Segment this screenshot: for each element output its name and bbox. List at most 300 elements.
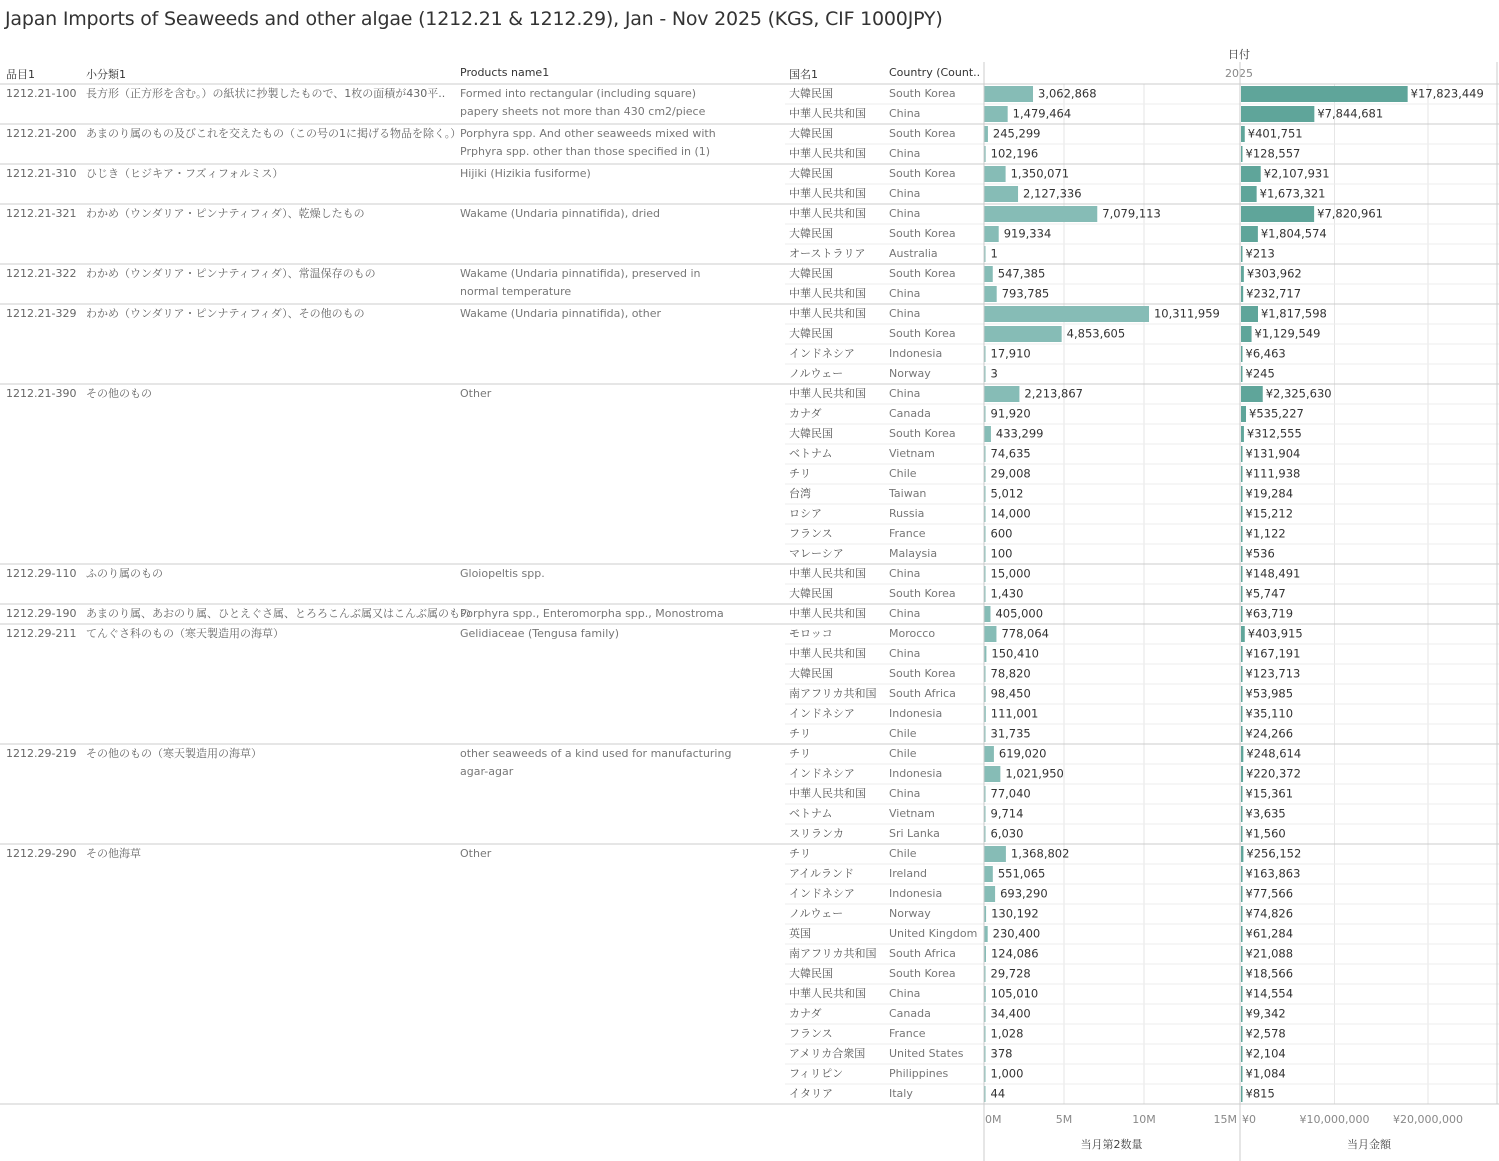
country-en: Indonesia — [889, 347, 943, 360]
country-jp: カナダ — [789, 1007, 822, 1020]
amt-bar — [1241, 966, 1243, 982]
amt-bar — [1241, 506, 1243, 522]
country-en: South Korea — [889, 167, 956, 180]
group-subcategory: その他海草 — [86, 847, 141, 860]
country-jp: ベトナム — [789, 447, 833, 460]
group-code: 1212.21-322 — [6, 267, 77, 280]
amt-bar — [1241, 766, 1243, 782]
country-jp: チリ — [789, 467, 811, 480]
header-product-name[interactable]: Products name1 — [460, 66, 550, 79]
country-jp: 中華人民共和国 — [789, 607, 866, 620]
amt-label: ¥74,826 — [1245, 906, 1294, 921]
country-en: Vietnam — [889, 447, 935, 460]
amt-label: ¥220,372 — [1246, 766, 1301, 781]
country-en: Indonesia — [889, 887, 943, 900]
amt-bar — [1241, 366, 1243, 382]
amt-label: ¥815 — [1245, 1086, 1275, 1101]
country-jp: ロシア — [789, 507, 822, 520]
group-product-name: Other — [460, 387, 492, 400]
amt-bar — [1241, 1046, 1243, 1062]
country-en: China — [889, 187, 921, 200]
country-en: South Africa — [889, 947, 956, 960]
amt-label: ¥2,578 — [1245, 1026, 1286, 1041]
country-jp: 中華人民共和国 — [789, 987, 866, 1000]
country-jp: 中華人民共和国 — [789, 207, 866, 220]
header-code[interactable]: 品目1 — [6, 68, 35, 81]
qty-label: 150,410 — [991, 646, 1039, 661]
qty-bar — [984, 166, 1006, 182]
country-jp: チリ — [789, 847, 811, 860]
qty-label: 1,479,464 — [1012, 106, 1072, 121]
amt-bar — [1241, 466, 1243, 482]
amt-axis-tick: ¥20,000,000 — [1393, 1113, 1463, 1126]
header-subcategory[interactable]: 小分類1 — [86, 68, 126, 81]
country-en: Indonesia — [889, 707, 943, 720]
country-jp: アメリカ合衆国 — [789, 1047, 866, 1060]
group-product-name: Formed into rectangular (including square) — [460, 87, 697, 100]
amt-label: ¥1,804,574 — [1260, 226, 1327, 241]
group-code: 1212.21-100 — [6, 87, 77, 100]
country-jp: フィリピン — [789, 1067, 844, 1080]
country-jp: 大韓民国 — [789, 87, 833, 100]
group-product-name: papery sheets not more than 430 cm2/piece — [460, 105, 706, 118]
amt-label: ¥1,084 — [1245, 1066, 1286, 1081]
country-jp: マレーシア — [789, 547, 844, 560]
qty-label: 44 — [990, 1086, 1006, 1101]
amt-label: ¥1,673,321 — [1259, 186, 1326, 201]
amt-label: ¥17,823,449 — [1410, 86, 1484, 101]
group-subcategory: その他のもの — [86, 387, 152, 400]
qty-label: 3 — [990, 366, 998, 381]
qty-label: 6,030 — [990, 826, 1024, 841]
amt-label: ¥1,817,598 — [1260, 306, 1327, 321]
country-en: Canada — [889, 407, 931, 420]
group-code: 1212.21-310 — [6, 167, 77, 180]
group-product-name: Porphyra spp. And other seaweeds mixed with — [460, 127, 716, 140]
qty-label: 111,001 — [990, 706, 1039, 721]
qty-bar — [984, 866, 993, 882]
qty-label: 600 — [990, 526, 1013, 541]
qty-label: 124,086 — [990, 946, 1039, 961]
country-jp: 大韓民国 — [789, 327, 833, 340]
amt-bar — [1241, 326, 1252, 342]
qty-bar — [984, 106, 1008, 122]
country-jp: 中華人民共和国 — [789, 787, 866, 800]
country-en: China — [889, 787, 921, 800]
qty-bar — [984, 386, 1019, 402]
group-product-name: Wakame (Undaria pinnatifida), other — [460, 307, 661, 320]
qty-label: 433,299 — [995, 426, 1044, 441]
group-product-name: Gloiopeltis spp. — [460, 567, 545, 580]
qty-bar — [984, 126, 988, 142]
amt-axis-tick: ¥0 — [1242, 1113, 1256, 1126]
country-en: Taiwan — [889, 487, 927, 500]
country-en: China — [889, 647, 921, 660]
amt-label: ¥403,915 — [1247, 626, 1303, 641]
qty-bar — [984, 286, 997, 302]
qty-label: 1,368,802 — [1010, 846, 1070, 861]
qty-label: 1,028 — [990, 1026, 1024, 1041]
country-en: Sri Lanka — [889, 827, 940, 840]
amt-label: ¥35,110 — [1245, 706, 1294, 721]
qty-label: 91,920 — [990, 406, 1031, 421]
country-en: South Korea — [889, 667, 956, 680]
amt-bar — [1241, 586, 1243, 602]
qty-bar — [984, 186, 1018, 202]
country-jp: 大韓民国 — [789, 267, 833, 280]
qty-label: 10,311,959 — [1153, 306, 1220, 321]
country-en: South Korea — [889, 327, 956, 340]
group-subcategory: 長方形（正方形を含む。）の紙状に抄製したもので、1枚の面積が430平.. — [86, 87, 446, 100]
amt-bar — [1241, 446, 1243, 462]
group-code: 1212.21-321 — [6, 207, 77, 220]
country-jp: スリランカ — [789, 827, 844, 840]
qty-bar — [984, 86, 1033, 102]
amt-label: ¥312,555 — [1246, 426, 1302, 441]
country-en: China — [889, 607, 921, 620]
country-jp: 中華人民共和国 — [789, 187, 866, 200]
qty-label: 5,012 — [990, 486, 1024, 501]
qty-bar — [984, 266, 993, 282]
country-en: China — [889, 287, 921, 300]
qty-axis-tick: 10M — [1132, 1113, 1156, 1126]
amt-bar — [1241, 286, 1243, 302]
amt-bar — [1241, 706, 1243, 722]
country-jp: 中華人民共和国 — [789, 647, 866, 660]
group-product-name: Wakame (Undaria pinnatifida), dried — [460, 207, 661, 220]
amt-bar — [1241, 206, 1314, 222]
country-en: South Korea — [889, 587, 956, 600]
amt-bar — [1241, 246, 1243, 262]
group-subcategory: わかめ（ウンダリア・ピンナティフィダ）、乾燥したもの — [86, 207, 365, 220]
qty-label: 9,714 — [990, 806, 1024, 821]
amt-label: ¥401,751 — [1247, 126, 1303, 141]
country-jp: 大韓民国 — [789, 167, 833, 180]
page-title: Japan Imports of Seaweeds and other algae (1212.21 & 1212.29), Jan - Nov 2025 (KGS, CIF 1000JPY) — [5, 8, 943, 30]
country-jp: 中華人民共和国 — [789, 387, 866, 400]
country-en: Philippines — [889, 1067, 949, 1080]
qty-label: 619,020 — [998, 746, 1047, 761]
qty-label: 551,065 — [997, 866, 1046, 881]
country-en: South Korea — [889, 227, 956, 240]
amt-label: ¥535,227 — [1249, 406, 1304, 421]
header-year: 2025 — [1225, 67, 1253, 80]
group-subcategory: ふのり属のもの — [86, 567, 163, 580]
amt-label: ¥163,863 — [1245, 866, 1301, 881]
group-product-name: Wakame (Undaria pinnatifida), preserved in — [460, 267, 701, 280]
country-en: Chile — [889, 727, 917, 740]
qty-label: 1 — [990, 246, 998, 261]
amt-bar — [1241, 1086, 1243, 1102]
amt-bar — [1241, 266, 1244, 282]
qty-bar — [984, 766, 1000, 782]
amt-bar — [1241, 346, 1243, 362]
country-en: China — [889, 107, 921, 120]
group-product-name: agar-agar — [460, 765, 514, 778]
amt-label: ¥7,820,961 — [1317, 206, 1383, 221]
qty-bar — [984, 846, 1006, 862]
amt-label: ¥111,938 — [1245, 466, 1301, 481]
group-product-name: Prphyra spp. other than those specified in (1) — [460, 145, 711, 158]
group-code: 1212.29-290 — [6, 847, 77, 860]
qty-axis-tick: 15M — [1213, 1113, 1237, 1126]
amt-label: ¥63,719 — [1245, 606, 1294, 621]
amt-bar — [1241, 886, 1243, 902]
amt-label: ¥24,266 — [1245, 726, 1294, 741]
amt-label: ¥248,614 — [1246, 746, 1302, 761]
group-subcategory: あまのり属のもの及びこれを交えたもの（この号の1に掲げる物品を除く。） — [86, 127, 462, 140]
amt-label: ¥256,152 — [1246, 846, 1302, 861]
qty-label: 405,000 — [995, 606, 1044, 621]
amt-bar — [1241, 826, 1243, 842]
qty-bar — [984, 206, 1097, 222]
amt-bar — [1241, 726, 1243, 742]
country-en: China — [889, 567, 921, 580]
amt-label: ¥77,566 — [1245, 886, 1294, 901]
qty-label: 378 — [990, 1046, 1013, 1061]
country-jp: アイルランド — [789, 867, 855, 880]
country-jp: インドネシア — [789, 347, 855, 360]
country-en: China — [889, 987, 921, 1000]
country-en: South Africa — [889, 687, 956, 700]
amt-label: ¥5,747 — [1245, 586, 1286, 601]
amt-label: ¥1,560 — [1245, 826, 1286, 841]
amt-bar — [1241, 666, 1243, 682]
amt-bar — [1241, 606, 1243, 622]
country-en: South Korea — [889, 267, 956, 280]
amt-bar — [1241, 1066, 1243, 1082]
country-jp: 中華人民共和国 — [789, 307, 866, 320]
group-subcategory: てんぐさ科のもの（寒天製造用の海草） — [86, 627, 284, 640]
amt-label: ¥536 — [1245, 546, 1275, 561]
group-code: 1212.21-390 — [6, 387, 77, 400]
amt-bar — [1241, 166, 1261, 182]
qty-label: 14,000 — [990, 506, 1031, 521]
group-product-name: Other — [460, 847, 492, 860]
group-subcategory: わかめ（ウンダリア・ピンナティフィダ）、その他のもの — [86, 307, 365, 320]
amt-label: ¥53,985 — [1245, 686, 1294, 701]
group-subcategory: その他のもの（寒天製造用の海草） — [86, 747, 262, 760]
amt-bar — [1241, 566, 1243, 582]
group-code: 1212.21-200 — [6, 127, 77, 140]
amt-axis-title: 当月金額 — [1347, 1138, 1391, 1151]
country-jp: 南アフリカ共和国 — [789, 687, 877, 700]
amt-bar — [1241, 306, 1258, 322]
amt-label: ¥148,491 — [1245, 566, 1301, 581]
qty-label: 31,735 — [990, 726, 1031, 741]
country-en: Chile — [889, 847, 917, 860]
qty-bar — [984, 886, 995, 902]
qty-bar — [984, 226, 999, 242]
country-en: South Korea — [889, 427, 956, 440]
qty-label: 100 — [990, 546, 1013, 561]
amt-bar — [1241, 946, 1243, 962]
qty-label: 4,853,605 — [1066, 326, 1126, 341]
amt-label: ¥131,904 — [1245, 446, 1301, 461]
country-jp: ノルウェー — [789, 367, 844, 380]
country-en: Italy — [889, 1087, 913, 1100]
amt-bar — [1241, 146, 1243, 162]
group-product-name: other seaweeds of a kind used for manufacturing — [460, 747, 732, 760]
amt-bar — [1241, 186, 1257, 202]
country-en: France — [889, 1027, 926, 1040]
qty-label: 2,213,867 — [1024, 386, 1083, 401]
country-jp: インドネシア — [789, 707, 855, 720]
qty-label: 1,430 — [990, 586, 1024, 601]
qty-label: 2,127,336 — [1023, 186, 1082, 201]
country-jp: 中華人民共和国 — [789, 567, 866, 580]
qty-label: 245,299 — [992, 126, 1041, 141]
amt-bar — [1241, 226, 1258, 242]
country-en: Norway — [889, 907, 931, 920]
header-date: 日付 — [1228, 48, 1250, 61]
qty-axis-tick: 5M — [1055, 1113, 1073, 1126]
qty-label: 29,728 — [990, 966, 1031, 981]
country-en: South Korea — [889, 87, 956, 100]
amt-label: ¥2,107,931 — [1263, 166, 1330, 181]
country-en: Chile — [889, 747, 917, 760]
amt-bar — [1241, 1006, 1243, 1022]
amt-label: ¥18,566 — [1245, 966, 1294, 981]
country-en: Russia — [889, 507, 925, 520]
qty-label: 29,008 — [990, 466, 1031, 481]
group-subcategory: わかめ（ウンダリア・ピンナティフィダ）、常温保存のもの — [86, 267, 376, 280]
country-en: Indonesia — [889, 767, 943, 780]
group-code: 1212.29-190 — [6, 607, 77, 620]
amt-label: ¥232,717 — [1246, 286, 1302, 301]
amt-label: ¥2,325,630 — [1265, 386, 1332, 401]
country-jp: インドネシア — [789, 767, 855, 780]
amt-bar — [1241, 546, 1243, 562]
country-en: Norway — [889, 367, 931, 380]
amt-bar — [1241, 86, 1408, 102]
amt-bar — [1241, 426, 1244, 442]
country-jp: オーストラリア — [789, 247, 866, 260]
country-en: United States — [889, 1047, 964, 1060]
amt-label: ¥7,844,681 — [1317, 106, 1384, 121]
qty-label: 1,350,071 — [1010, 166, 1070, 181]
country-jp: カナダ — [789, 407, 822, 420]
amt-bar — [1241, 746, 1243, 762]
qty-label: 547,385 — [997, 266, 1046, 281]
country-jp: 中華人民共和国 — [789, 147, 866, 160]
header-country-jp[interactable]: 国名1 — [789, 68, 818, 81]
amt-bar — [1241, 1026, 1243, 1042]
amt-label: ¥15,212 — [1245, 506, 1294, 521]
country-jp: ベトナム — [789, 807, 833, 820]
amt-bar — [1241, 646, 1243, 662]
country-jp: フランス — [789, 1027, 833, 1040]
country-jp: チリ — [789, 727, 811, 740]
amt-label: ¥303,962 — [1246, 266, 1302, 281]
country-jp: イタリア — [789, 1087, 833, 1100]
country-jp: インドネシア — [789, 887, 855, 900]
qty-label: 1,021,950 — [1005, 766, 1064, 781]
qty-label: 77,040 — [990, 786, 1031, 801]
country-jp: 大韓民国 — [789, 587, 833, 600]
country-jp: 南アフリカ共和国 — [789, 947, 877, 960]
qty-bar — [984, 626, 996, 642]
country-en: China — [889, 147, 921, 160]
amt-bar — [1241, 126, 1245, 142]
country-jp: 大韓民国 — [789, 967, 833, 980]
country-jp: 台湾 — [789, 487, 811, 500]
amt-bar — [1241, 986, 1243, 1002]
amt-label: ¥167,191 — [1245, 646, 1301, 661]
amt-label: ¥3,635 — [1245, 806, 1286, 821]
group-code: 1212.29-219 — [6, 747, 77, 760]
group-product-name: Hijiki (Hizikia fusiforme) — [460, 167, 591, 180]
header-country-en[interactable]: Country (Count.. — [889, 66, 981, 79]
country-en: United Kingdom — [889, 927, 978, 940]
amt-label: ¥123,713 — [1245, 666, 1301, 681]
amt-bar — [1241, 846, 1243, 862]
country-en: South Korea — [889, 967, 956, 980]
amt-label: ¥21,088 — [1245, 946, 1294, 961]
qty-bar — [984, 926, 988, 942]
qty-label: 78,820 — [990, 666, 1031, 681]
country-jp: ノルウェー — [789, 907, 844, 920]
qty-label: 230,400 — [992, 926, 1041, 941]
group-code: 1212.29-211 — [6, 627, 77, 640]
group-product-name: normal temperature — [460, 285, 572, 298]
amt-label: ¥19,284 — [1245, 486, 1294, 501]
qty-label: 17,910 — [990, 346, 1031, 361]
group-product-name: Gelidiaceae (Tengusa family) — [460, 627, 620, 640]
amt-bar — [1241, 686, 1243, 702]
country-en: Ireland — [889, 867, 928, 880]
qty-bar — [984, 606, 990, 622]
country-jp: 英国 — [789, 927, 811, 940]
amt-label: ¥14,554 — [1245, 986, 1294, 1001]
amt-label: ¥1,122 — [1245, 526, 1286, 541]
amt-label: ¥128,557 — [1245, 146, 1301, 161]
qty-label: 7,079,113 — [1102, 206, 1161, 221]
country-jp: 大韓民国 — [789, 127, 833, 140]
amt-bar — [1241, 406, 1246, 422]
country-en: Morocco — [889, 627, 936, 640]
country-en: Australia — [889, 247, 938, 260]
qty-label: 102,196 — [990, 146, 1039, 161]
country-jp: 中華人民共和国 — [789, 107, 866, 120]
qty-label: 74,635 — [990, 446, 1031, 461]
amt-axis-tick: ¥10,000,000 — [1299, 1113, 1370, 1126]
country-jp: 大韓民国 — [789, 427, 833, 440]
country-en: China — [889, 307, 921, 320]
qty-label: 793,785 — [1001, 286, 1050, 301]
country-jp: 大韓民国 — [789, 667, 833, 680]
amt-bar — [1241, 626, 1245, 642]
country-jp: 中華人民共和国 — [789, 287, 866, 300]
country-en: Chile — [889, 467, 917, 480]
qty-label: 1,000 — [990, 1066, 1024, 1081]
qty-bar — [984, 306, 1149, 322]
group-subcategory: あまのり属、あおのり属、ひとえぐさ属、とろろこんぶ属又はこんぶ属のもの — [86, 607, 471, 620]
qty-label: 34,400 — [990, 1006, 1031, 1021]
amt-bar — [1241, 866, 1243, 882]
qty-label: 130,192 — [991, 906, 1039, 921]
amt-label: ¥61,284 — [1245, 926, 1294, 941]
group-product-name: Porphyra spp., Enteromorpha spp., Monostroma — [460, 607, 724, 620]
qty-bar — [984, 746, 994, 762]
country-en: Malaysia — [889, 547, 938, 560]
qty-label: 919,334 — [1003, 226, 1052, 241]
country-jp: チリ — [789, 747, 811, 760]
amt-bar — [1241, 786, 1243, 802]
amt-bar — [1241, 806, 1243, 822]
country-en: China — [889, 207, 921, 220]
group-code: 1212.29-110 — [6, 567, 77, 580]
